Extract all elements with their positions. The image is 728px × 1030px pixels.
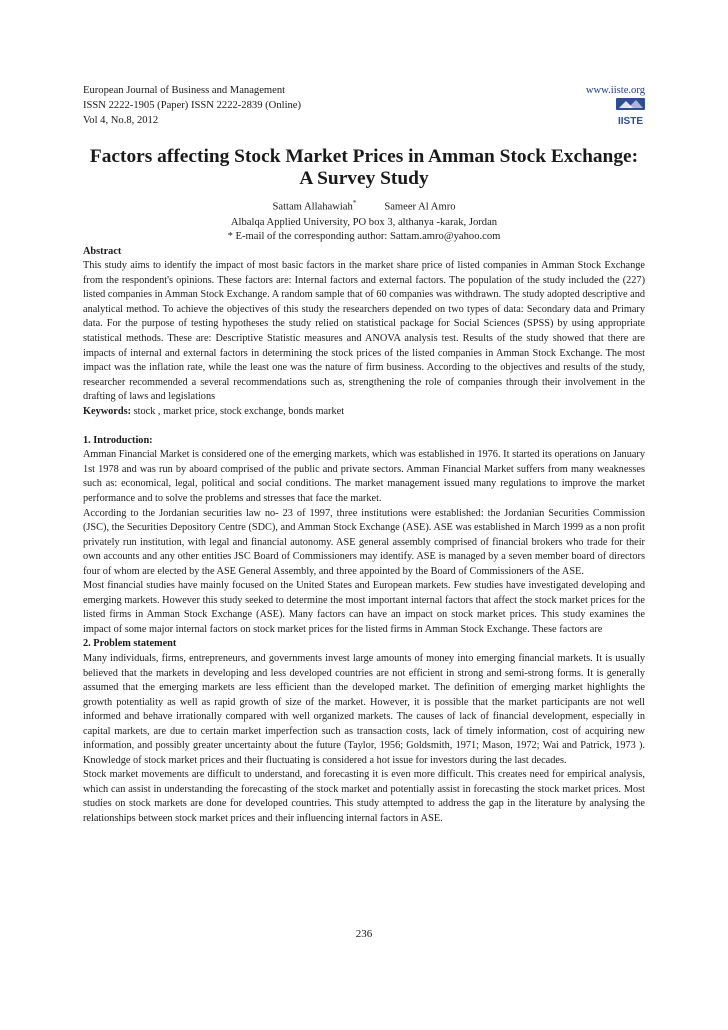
journal-header: [83, 84, 645, 128]
keywords-label: Keywords:: [83, 405, 132, 417]
paper-body: [83, 245, 645, 827]
keywords-line: [83, 405, 645, 420]
section-1-heading: 1. Introduction:: [83, 434, 153, 446]
paper-title: [83, 146, 645, 190]
abstract-text: This study aims to identify the impact of most basic factors in the market share price of listed companies in Amman Stock Exchange from the respondent's opinions. These factors are: Internal factors and external factors. The population of the study included the (227) listed companies in Amman Stock Exchange. A random sample that of 60 companies was withdrawn. The study adopted descriptive and analytical method. To achieve the objectives of this study the researchers depended on two types of data: Secondary data and Primary data. For the purpose of testing hypotheses the study relied on statistical package for Social Sciences (SPSS) by using appropriate statistical methods. These are: Descriptive Statistic measures and ANOVA analysis test. Results of the study showed that there are impacts of internal and external factors in determining the stock prices of the listed companies in Amman Stock Exchange. The most impact was the inflation rate, while the least one was the nature of firm business. According to the objectives and results of the study, researcher recommended a several recommendations such as, strengthening the role of companies through their involvement in the drafting of laws and legislations: [83, 260, 645, 403]
paper-title-line-2: A Survey Study: [299, 168, 429, 190]
affiliation: Albalqa Applied University, PO box 3, althanya -karak, Jordan: [230, 216, 498, 228]
author-1: Sattam Allahawiah: [272, 201, 353, 213]
journal-url-link[interactable]: www.iiste.org: [585, 85, 645, 96]
section-2-paragraph: Stock market movements are difficult to understand, and forecasting it is even more difficult. This creates need for empirical analysis, which can assist in understanding the forecasting of the stock market and potentially assist in forecasting the stock market prices. Most studies on stock markets are done for developed countries. This study attempted to address the gap in the literature by analysing the relationships between stock market prices and their influencing internal factors in ASE.: [83, 769, 645, 824]
volume-line: Vol 4, No.8, 2012: [83, 114, 159, 126]
section-2-paragraph: Many individuals, firms, entrepreneurs, and governments invest large amounts of money into emerging financial markets. It is usually believed that the markets in developing and less developed countries are not efficient in strong and semi-strong forms. It is generally assumed that the emerging markets are less efficient than the developed market. The definition of emerging market highlights the growth potentiality as well as rapid growth of size of the market. However, it is possible that the market participants are not well informed and behave irrationally compared with well organized markets. The causes of lack of financial development, especially in capital markets, are due to certain market imperfection such as transaction costs, lack of timely information, cost of acquiring new information, and possibly greater uncertainty about the future (Taylor, 1956; Goldsmith, 1971; Mason, 1972; Wai and Patrick, 1973 ). Knowledge of stock market prices and their fluctuating is considered a hot issue for investors during the last decades.: [83, 652, 645, 766]
section-2-heading: 2. Problem statement: [83, 638, 177, 650]
section-1-paragraph: According to the Jordanian securities law no- 23 of 1997, three institutions were established: the Jordanian Securities Commission (JSC), the Securities Depository Centre (SDC), and Amman Stock Exchange (ASE). ASE was established in March 1999 as a non profit privately run institution, with legal and financial autonomy. ASE general assembly comprised of financial brokers who trade for their own accounts and any other entities JSC Board of Commissioners may identify. ASE is managed by a seven member board of directors four of whom are elected by the ASE General Assembly, and three appointed by the Board of Commissioners of the ASE.: [83, 507, 645, 577]
page-number: 236: [355, 928, 373, 940]
corresponding-email: * E-mail of the corresponding author: Sattam.amro@yahoo.com: [227, 231, 501, 243]
author-block: [83, 196, 645, 244]
abstract-heading: Abstract: [83, 245, 122, 257]
issn-line: ISSN 2222-1905 (Paper) ISSN 2222-2839 (Online): [83, 99, 302, 111]
section-1-paragraph: Amman Financial Market is considered one of the emerging markets, which was established in 1976. It started its operations on January 1st 1978 and was run by aboard comprised of the public and private sectors. Amman Financial Market suffers from many weaknesses such as: economical, legal, political and social conditions. The market management issued many regulations to improve the market performance and to solve the problems and stresses that face the market.: [83, 449, 645, 504]
keywords-list: stock , market price, stock exchange, bonds market: [131, 405, 345, 417]
author-2: Sameer Al Amro: [384, 201, 456, 213]
paper-title-line-1: Factors affecting Stock Market Prices in Amman Stock Exchange:: [89, 146, 639, 168]
svg-text:IISTE: IISTE: [617, 116, 644, 127]
corresponding-mark: *: [352, 199, 357, 208]
paper-page: [83, 84, 645, 827]
journal-name: European Journal of Business and Management: [83, 85, 286, 96]
section-1-paragraph: Most financial studies have mainly focused on the United States and European markets. Few studies have investigated developing and emerging markets. However this study seeked to determine the most important internal factors that affect the stock market prices for the listed firms in Amman Stock Exchange (ASE). Many factors can have an impact on stock market prices. This study examines the impact of some major internal factors on stock market prices for the listed firms in Amman Stock Exchange. These factors are: [83, 580, 645, 635]
iiste-logo-icon: [616, 98, 645, 128]
